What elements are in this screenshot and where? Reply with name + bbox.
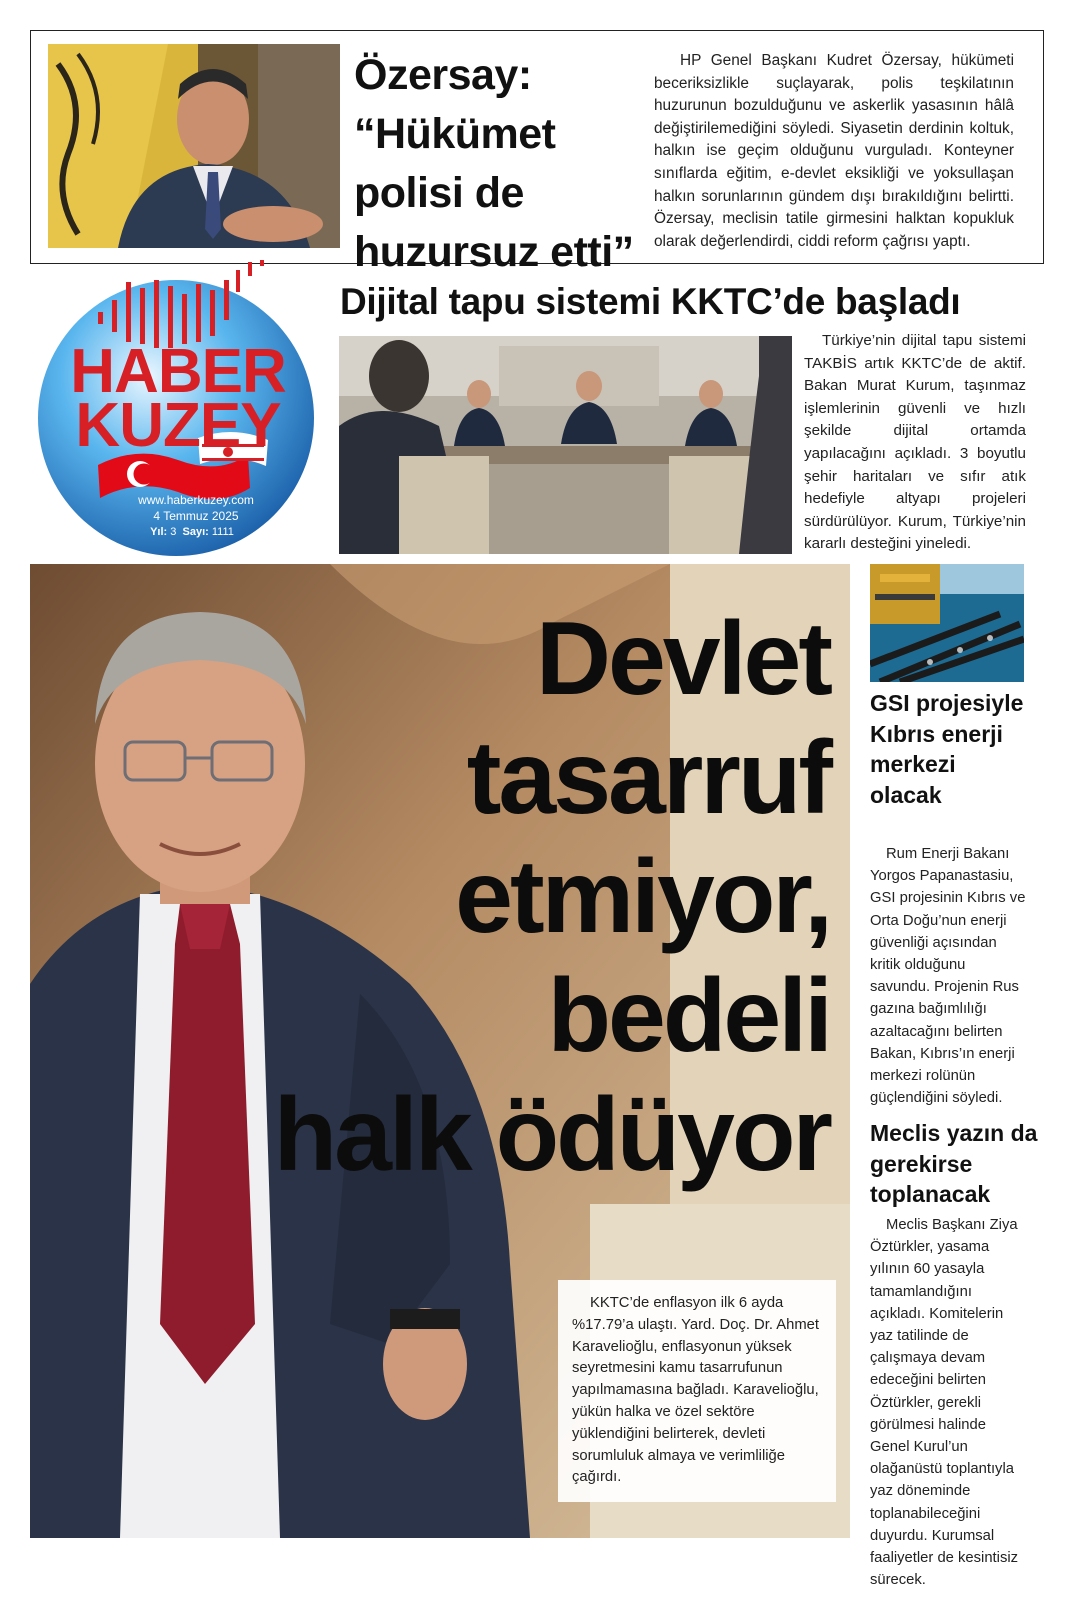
headline-line: tasarruf bbox=[466, 720, 830, 836]
headline-line: polisi de bbox=[354, 169, 524, 217]
gsi-story-headline: GSI projesiyle Kıbrıs enerji merkezi olacak bbox=[870, 690, 1024, 808]
headline-line: huzursuz etti” bbox=[354, 228, 634, 276]
logo-word-kuzey: KUZEY bbox=[75, 391, 281, 460]
year-value: 3 bbox=[170, 526, 177, 538]
headline-line: halk ödüyor bbox=[273, 1077, 830, 1193]
ozersay-photo bbox=[48, 44, 340, 248]
tapu-meeting-photo bbox=[339, 336, 792, 554]
gsi-cable-photo bbox=[870, 564, 1024, 682]
headline-line: bedeli bbox=[547, 958, 830, 1074]
headline-line: Devlet bbox=[535, 601, 830, 717]
main-story-summary: KKTC’de enflasyon ilk 6 ayda %17.79’a ulaştı. Yard. Doç. Dr. Ahmet Karavelioğlu, enflasyonun yüksek seyretmesini kamu tasarrufunun yapılmamasına bağladı. Karavelioğlu, yükün halka ve özel sektöre yüklendiğini belirterek, devleti sorumluluk almaya ve verimliliğe çağırdı. bbox=[558, 1280, 836, 1502]
logo-word-haber: HABER bbox=[70, 337, 286, 406]
masthead-logo bbox=[28, 260, 328, 560]
headline-line: “Hükümet bbox=[354, 110, 556, 158]
top-story-headline bbox=[354, 46, 654, 282]
masthead-website[interactable]: www.haberkuzey.com bbox=[138, 493, 254, 507]
meclis-story-headline: Meclis yazın da gerekirse toplanacak bbox=[870, 1120, 1038, 1207]
headline-line: Özersay: bbox=[354, 51, 532, 99]
meclis-story-body: Meclis Başkanı Ziya Öztürkler, yasama yılının 60 yasayla tamamlandığını açıkladı. Komitelerin yaz tatilinde de çalışmaya devam edeceğini belirten Öztürkler, gerekli görülmesi halinde Genel Kurul’un olağanüstü toplantıyla yaz döneminde toplanabileceğini duyurdu. Kurumsal faaliyetler de kesintisiz sürecek. bbox=[870, 1217, 1019, 1589]
main-story-headline bbox=[230, 600, 830, 1195]
issue-label: Sayı: bbox=[182, 526, 209, 538]
issue-value: 1111 bbox=[211, 526, 234, 538]
tapu-story-headline: Dijital tapu sistemi KKTC’de başladı bbox=[340, 281, 961, 322]
masthead-date: 4 Temmuz 2025 bbox=[153, 509, 239, 523]
headline-line: etmiyor, bbox=[455, 839, 830, 955]
gsi-story-body: Rum Enerji Bakanı Yorgos Papanastasiu, GSI projesinin Kıbrıs ve Orta Doğu’nun enerji güvenliği açısından kritik olduğunu savundu. Projenin Rus gazına bağımlılığı azaltacağını belirten Bakan, Kıbrıs’ın enerji merkezi rolünün güçlendiğini söyledi. bbox=[870, 846, 1026, 1107]
year-label: Yıl: bbox=[150, 526, 168, 538]
top-story-body: HP Genel Başkanı Kudret Özersay, hükümeti beceriksizlikle suçlayarak, polis teşkilatının huzurunun bozulduğunu ve askerlik yasasının hâlâ değiştirilemediğini söyledi. Siyasetin derdinin koltuk, halkın ise geçim olduğunu vurguladı. Konteyner sınıflarda eğitim, e-devlet eksikliği ve yoksullaşan halkın sorunlarının gündem dışı bırakıldığını belirtti. Özersay, meclisin tatile girmesini halktan kopukluk olarak değerlendirdi, ciddi reform çağrısı yaptı. bbox=[654, 52, 1014, 250]
masthead-issue bbox=[42, 526, 342, 538]
tapu-story-body: Türkiye’nin dijital tapu sistemi TAKBİS artık KKTC’de de aktif. Bakan Murat Kurum, taşınmaz işlemlerinin güvenli ve hızlı şekilde dijital ortamda yapılacağını açıkladı. 3 boyutlu şehir haritaları ve sıfır atık hedefiyle altyapı projeleri sürdürülüyor. Kurum, Türkiye’nin kararlı desteğini yineledi. bbox=[804, 332, 1026, 553]
